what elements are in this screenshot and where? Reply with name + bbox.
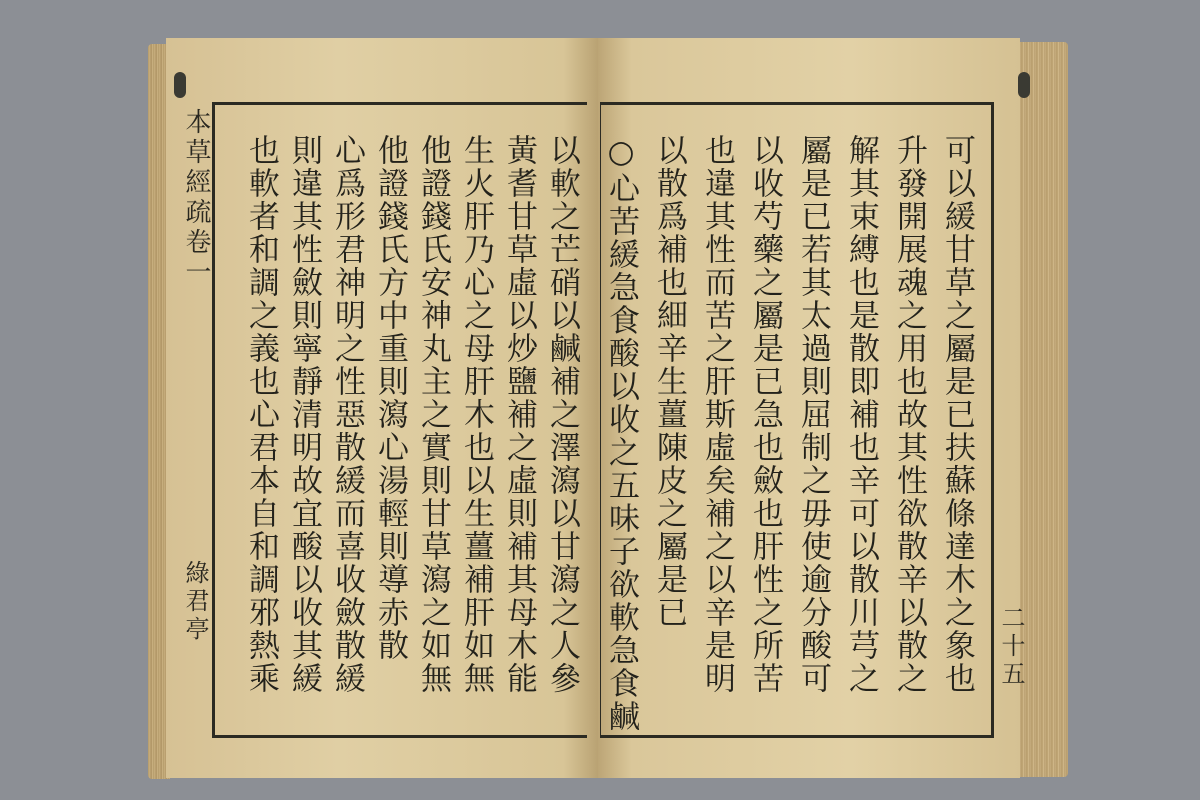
text-column: 也軟者和調之義也心君本自和調邪熱乘	[243, 134, 279, 695]
text-column: 可以緩甘草之屬是已扶蘇條達木之象也	[939, 134, 975, 695]
text-column: 以散爲補也細辛生薑陳皮之屬是已	[651, 134, 687, 629]
text-column: 心爲形君神明之性惡散緩而喜收斂散緩	[329, 134, 365, 695]
publisher-name: 綠君亭	[181, 560, 209, 644]
book-title-margin: 本草經疏卷一	[181, 108, 211, 288]
text-column: 他證錢氏安神丸主之實則甘草瀉之如無	[415, 134, 451, 695]
text-column: 也違其性而苦之肝斯虛矣補之以辛是明	[699, 134, 735, 695]
binding-hole	[1018, 72, 1030, 98]
text-column: 生火肝乃心之母肝木也以生薑補肝如無	[458, 134, 494, 695]
text-column: 以收芍藥之屬是已急也斂也肝性之所苦	[747, 134, 783, 695]
text-column: 以軟之芒硝以鹹補之澤瀉以甘瀉之人參	[544, 134, 580, 695]
open-book	[148, 30, 1068, 782]
page-number: 二十五	[997, 605, 1025, 689]
text-column: 屬是已若其太過則屈制之毋使逾分酸可	[795, 134, 831, 695]
text-column: 他證錢氏方中重則瀉心湯輕則導赤散	[372, 134, 408, 662]
text-column: 則違其性斂則寧靜清明故宜酸以收其緩	[286, 134, 322, 695]
binding-hole	[174, 72, 186, 98]
text-column: ○心苦緩急食酸以收之五味子欲軟急食鹹	[603, 134, 639, 733]
text-column: 解其束縛也是散即補也辛可以散川芎之	[843, 134, 879, 695]
text-column: 黃耆甘草虛以炒鹽補之虛則補其母木能	[501, 134, 537, 695]
text-column: 升發開展魂之用也故其性欲散辛以散之	[891, 134, 927, 695]
